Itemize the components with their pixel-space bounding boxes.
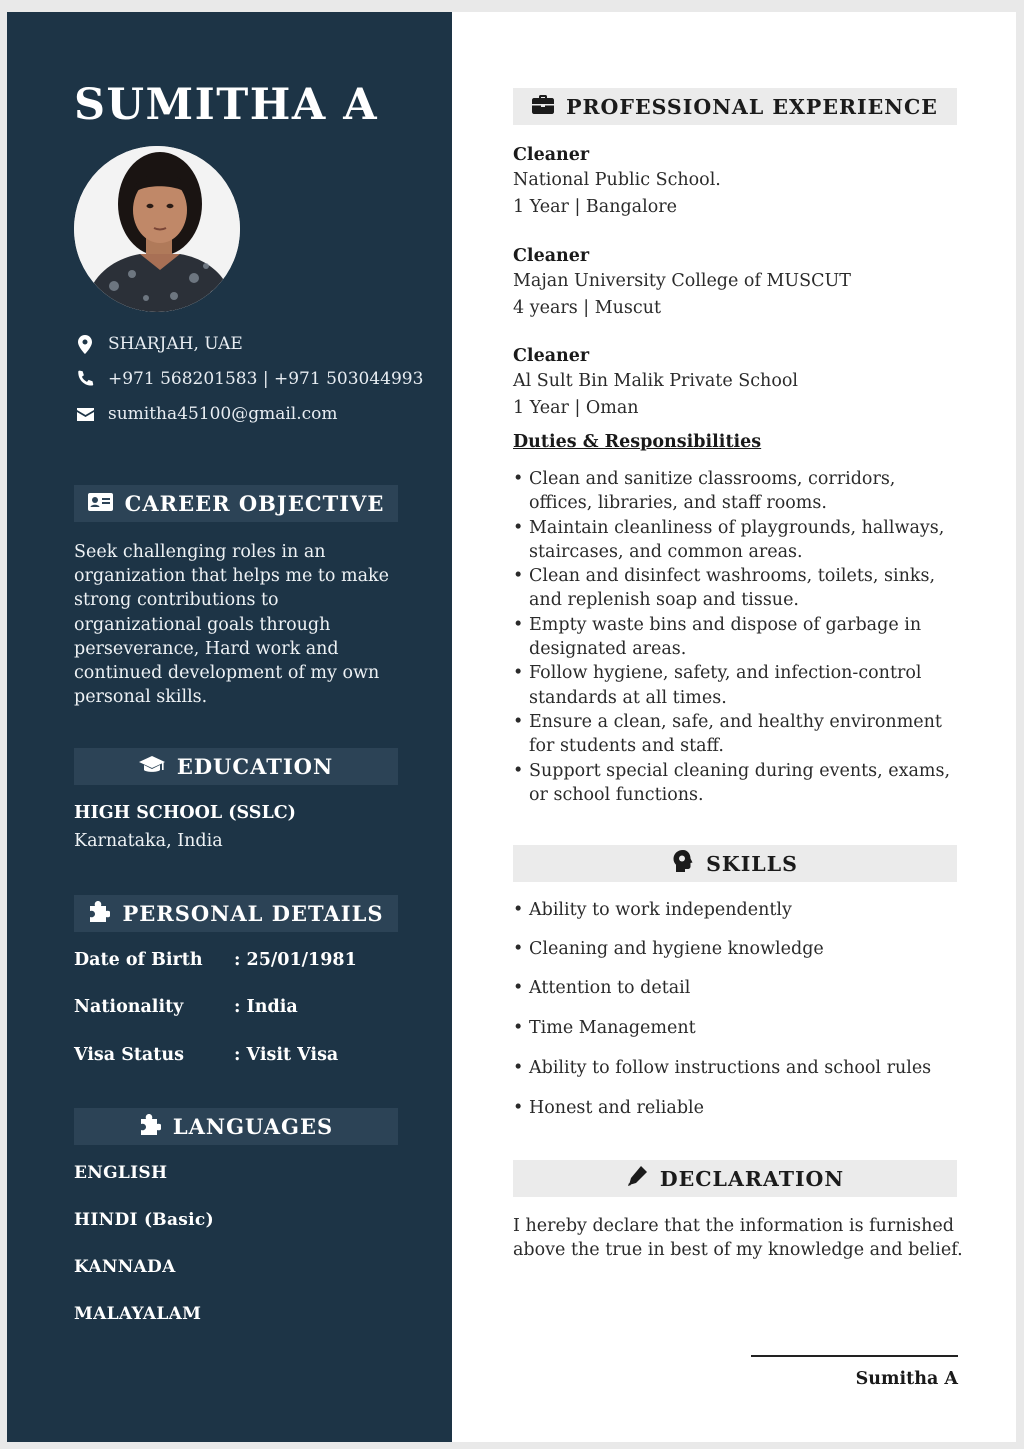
job-duration-location: 1 Year | Bangalore [513,197,677,217]
duty-item: • Empty waste bins and dispose of garbage in designated areas. [513,613,957,662]
visa-label: Visa Status [74,1045,184,1065]
resume-page [7,12,1016,1442]
job-organization: Majan University College of MUSCUT [513,271,851,291]
phone-text: +971 568201583 | +971 503044993 [108,369,424,389]
languages-heading [74,1108,398,1145]
education-heading [74,748,398,785]
language-item: ENGLISH [74,1163,168,1183]
skills-title: SKILLS [706,851,798,876]
skill-item: • Ability to work independently [513,900,792,920]
personal-details-heading [74,895,398,932]
envelope-icon [74,404,96,424]
skill-item: • Honest and reliable [513,1098,704,1118]
skill-item: • Ability to follow instructions and school rules [513,1058,931,1078]
puzzle-piece-icon [139,1113,173,1140]
briefcase-icon [532,95,566,119]
education-degree: HIGH SCHOOL (SSLC) [74,803,296,823]
job-entry [513,143,953,221]
contact-location [74,332,243,356]
skill-item: • Cleaning and hygiene knowledge [513,939,824,959]
email-text: sumitha45100@gmail.com [108,404,338,424]
brain-head-icon [672,850,706,877]
candidate-name: SUMITHA A [74,80,379,130]
dob-label: Date of Birth [74,950,203,970]
visa-value: : Visit Visa [234,1045,339,1065]
education-title-label: EDUCATION [176,754,334,779]
nationality-label: Nationality [74,997,184,1017]
skill-item: • Time Management [513,1018,696,1038]
id-card-icon [88,491,125,516]
sidebar [7,12,452,1442]
duty-item: • Clean and sanitize classrooms, corridors, offices, libraries, and staff rooms. [513,467,957,516]
job-entry [513,244,953,322]
career-objective-title: CAREER OBJECTIVE [124,491,385,516]
job-organization: Al Sult Bin Malik Private School [513,371,798,391]
job-role: Cleaner [513,145,590,165]
job-role: Cleaner [513,246,590,266]
pen-icon [626,1165,660,1192]
declaration-text: I hereby declare that the information is furnished above the true in best of my knowledge and belief. [513,1216,963,1261]
duties-heading: Duties & Responsibilities [513,432,762,452]
main-column [452,12,1016,1442]
job-organization: National Public School. [513,170,721,190]
declaration-title: DECLARATION [659,1166,845,1191]
location-pin-icon [74,334,96,354]
education-location: Karnataka, India [74,831,223,851]
duties-list [513,467,957,807]
job-role: Cleaner [513,346,590,366]
contact-email [74,402,338,426]
puzzle-piece-icon [88,900,122,927]
language-item: MALAYALAM [74,1304,202,1324]
experience-heading [513,88,957,125]
personal-details-title: PERSONAL DETAILS [122,901,384,926]
nationality-value: : India [234,997,298,1017]
skills-heading [513,845,957,882]
contact-phone [74,367,423,391]
signature-line [751,1355,958,1357]
graduation-cap-icon [139,754,177,779]
location-text: SHARJAH, UAE [108,334,243,354]
experience-title: PROFESSIONAL EXPERIENCE [566,94,938,119]
profile-photo [74,146,240,312]
career-objective-text: Seek challenging roles in an organization that helps me to make strong contributions to organizational goals through perseverance, Hard work and continued development of my own personal skills. [74,542,389,708]
declaration-heading [513,1160,957,1197]
skill-item: • Attention to detail [513,978,690,998]
languages-title: LANGUAGES [172,1114,334,1139]
duty-item: • Clean and disinfect washrooms, toilets, sinks, and replenish soap and tissue. [513,564,957,613]
language-item: KANNADA [74,1257,176,1277]
job-entry [513,344,953,422]
duty-item: • Ensure a clean, safe, and healthy environment for students and staff. [513,710,957,759]
job-duration-location: 1 Year | Oman [513,398,639,418]
duty-item: • Follow hygiene, safety, and infection-control standards at all times. [513,661,957,710]
dob-value: : 25/01/1981 [234,950,357,970]
duty-item: • Support special cleaning during events, exams, or school functions. [513,759,957,808]
signature-name: Sumitha A [855,1369,958,1389]
language-item: HINDI (Basic) [74,1210,214,1230]
job-duration-location: 4 years | Muscut [513,298,662,318]
career-objective-heading [74,485,398,522]
duty-item: • Maintain cleanliness of playgrounds, hallways, staircases, and common areas. [513,516,957,565]
phone-icon [74,369,96,389]
